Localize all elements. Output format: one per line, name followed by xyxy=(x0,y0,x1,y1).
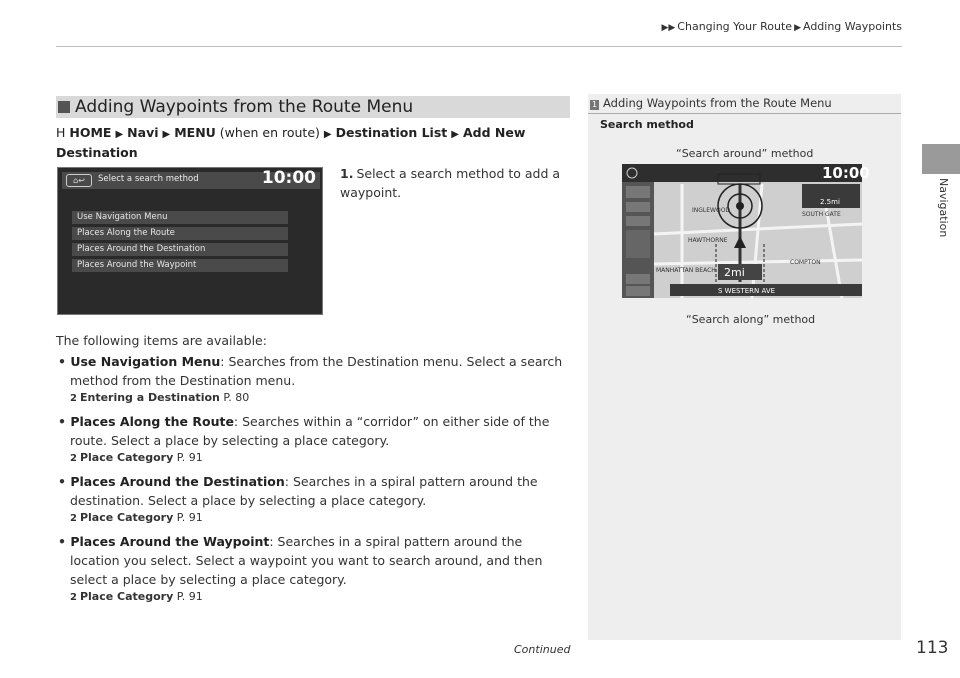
ref-label: Entering a Destination xyxy=(79,391,220,404)
map-place-label: SOUTH GATE xyxy=(802,211,841,218)
triangle-right-icon: ▶ xyxy=(451,129,459,140)
cross-reference[interactable] xyxy=(56,511,570,524)
step-number: 1. xyxy=(340,166,354,181)
ref-page: P. 91 xyxy=(176,451,203,464)
map-zoom-icon xyxy=(626,202,650,212)
bullet-icon: • xyxy=(58,534,71,549)
bullet-icon: • xyxy=(58,354,71,369)
screen-option: Places Around the Waypoint xyxy=(72,259,288,272)
triangle-right-icon: ▶▶ xyxy=(661,23,676,33)
screen-option: Use Navigation Menu xyxy=(72,211,288,224)
list-item xyxy=(56,412,570,450)
note-number-badge: 1 xyxy=(591,100,598,109)
path-destination-list: Destination List xyxy=(335,125,448,140)
step-text: Select a search method to add a waypoint. xyxy=(340,166,561,200)
map-eta-box xyxy=(626,230,650,258)
cross-reference[interactable] xyxy=(56,451,570,464)
home-icon: H xyxy=(56,125,66,140)
reference-arrow-icon: 2 xyxy=(70,453,77,464)
items-list xyxy=(56,352,570,611)
ref-label: Place Category xyxy=(79,590,174,603)
chapter-label: Navigation xyxy=(937,178,950,238)
screen-option: Places Along the Route xyxy=(72,227,288,240)
map-view-icon xyxy=(626,216,650,226)
map-place-label: HAWTHORNE xyxy=(688,237,728,244)
breadcrumb xyxy=(659,20,902,33)
list-item xyxy=(56,532,570,589)
list-item xyxy=(56,472,570,510)
map-place-label: MANHATTAN BEACH xyxy=(656,267,716,274)
screen-header-title: Select a search method xyxy=(98,174,199,184)
map-turn-distance: 2.5mi xyxy=(820,198,840,206)
continued-label: Continued xyxy=(514,643,571,656)
item-text: : Searches in a spiral pattern around the destination. Select a place by selecting a place category. xyxy=(70,474,538,508)
map-scale-label: 2mi xyxy=(724,266,745,279)
panel-divider xyxy=(588,113,901,114)
item-label: Places Around the Destination xyxy=(70,474,285,489)
navigation-path xyxy=(56,124,556,162)
path-navi: Navi xyxy=(127,125,159,140)
triangle-right-icon: ▶ xyxy=(323,129,332,140)
screen-clock: 10:00 xyxy=(261,168,316,188)
cross-reference[interactable] xyxy=(56,590,570,603)
ref-page: P. 80 xyxy=(223,391,250,404)
item-label: Use Navigation Menu xyxy=(70,354,221,369)
triangle-right-icon: ▶ xyxy=(115,129,124,140)
path-home: HOME xyxy=(69,125,112,140)
map-options-icon xyxy=(626,286,650,296)
bullet-icon: • xyxy=(58,414,71,429)
section-heading xyxy=(56,96,570,118)
square-bullet-icon xyxy=(58,101,70,113)
path-menu-note: (when en route) xyxy=(219,125,320,140)
header-divider xyxy=(56,46,902,47)
chapter-tab xyxy=(922,144,960,174)
map-compass-icon xyxy=(626,186,650,198)
item-text: : Searches in a spiral pattern around the location you select. Select a waypoint you want to search around, and then select a place by selecting a place category. xyxy=(70,534,543,587)
reference-arrow-icon: 2 xyxy=(70,393,77,404)
item-label: Places Along the Route xyxy=(70,414,234,429)
back-icon: ⌂↩ xyxy=(66,174,92,187)
breadcrumb-item: Adding Waypoints xyxy=(802,20,902,33)
reference-arrow-icon: 2 xyxy=(70,592,77,603)
cross-reference[interactable] xyxy=(56,391,570,404)
item-text: : Searches within a “corridor” on either side of the route. Select a place by selecting a place category. xyxy=(70,414,550,448)
path-menu: MENU xyxy=(174,125,216,140)
bullet-icon: • xyxy=(58,474,71,489)
map-clock: 10:00 xyxy=(822,164,870,182)
triangle-right-icon: ▶ xyxy=(794,23,801,33)
map-trip-icon xyxy=(626,274,650,284)
ref-page: P. 91 xyxy=(176,511,203,524)
panel-subtitle: Search method xyxy=(600,118,694,131)
panel-title xyxy=(590,96,832,110)
side-note-panel xyxy=(588,94,901,640)
caption-search-along: “Search along” method xyxy=(686,313,816,326)
caption-search-around: “Search around” method xyxy=(676,147,814,160)
breadcrumb-item: Changing Your Route xyxy=(677,20,793,33)
items-intro: The following items are available: xyxy=(56,333,267,348)
reference-arrow-icon: 2 xyxy=(70,513,77,524)
list-item xyxy=(56,352,570,390)
item-text: : Searches from the Destination menu. Select a search method from the Destination menu. xyxy=(70,354,563,388)
map-illustration xyxy=(622,164,870,298)
screen-option: Places Around the Destination xyxy=(72,243,288,256)
item-label: Places Around the Waypoint xyxy=(70,534,270,549)
ref-label: Place Category xyxy=(79,511,174,524)
ref-page: P. 91 xyxy=(176,590,203,603)
triangle-right-icon: ▶ xyxy=(162,129,171,140)
screen-illustration xyxy=(57,167,323,315)
path-add-new-destination: Add New Destination xyxy=(56,125,526,160)
map-place-label: COMPTON xyxy=(790,259,821,266)
panel-title-text: Adding Waypoints from the Route Menu xyxy=(603,96,832,110)
map-place-label: INGLEWOOD xyxy=(692,207,731,214)
map-street-name: S WESTERN AVE xyxy=(718,287,776,295)
step-1 xyxy=(340,164,570,202)
waypoint-marker-icon xyxy=(736,202,744,210)
page-number: 113 xyxy=(916,638,949,658)
ref-label: Place Category xyxy=(79,451,174,464)
section-title: Adding Waypoints from the Route Menu xyxy=(75,97,414,117)
